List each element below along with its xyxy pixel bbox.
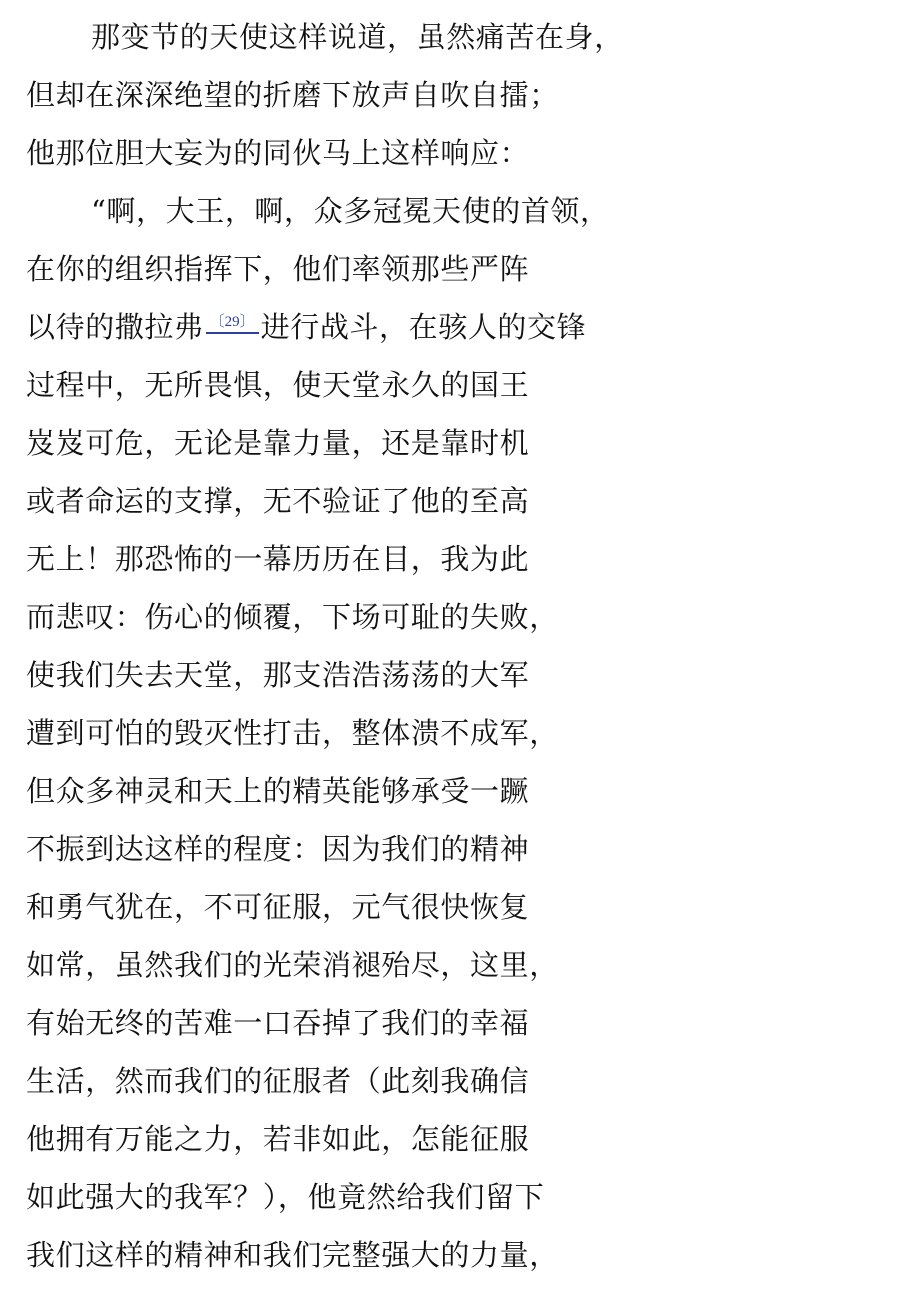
poem-line — [26, 124, 886, 182]
poem-line — [26, 704, 886, 762]
poem-line — [26, 414, 886, 472]
poem-line-with-footnote — [26, 298, 886, 356]
poem-line-text: 有始无终的苦难一口吞掉了我们的幸福 — [26, 1006, 530, 1040]
poem-line-text: 使我们失去天堂，那支浩浩荡荡的大军 — [26, 658, 530, 692]
poem-line — [26, 588, 886, 646]
poem-line — [26, 240, 886, 298]
poem-line-text: 在你的组织指挥下，他们率领那些严阵 — [26, 252, 530, 286]
poem-line — [26, 936, 886, 994]
poem-line — [26, 646, 886, 704]
poem-line-text: 如此强大的我军？），他竟然给我们留下 — [26, 1180, 545, 1214]
poem-line-text: 遭到可怕的毁灭性打击，整体溃不成军， — [26, 716, 559, 750]
footnote-link[interactable]: 〔29〕 — [206, 315, 259, 334]
poem-line-text: 生活，然而我们的征服者（此刻我确信 — [26, 1064, 530, 1098]
poem-line-text: 进行战斗，在骇人的交锋 — [260, 310, 587, 344]
poem-line-text: 我们这样的精神和我们完整强大的力量， — [26, 1238, 559, 1272]
poem-line — [26, 182, 886, 240]
poem-line — [26, 994, 886, 1052]
poem-line — [26, 472, 886, 530]
poem-line-text: 或者命运的支撑，无不验证了他的至高 — [26, 484, 530, 518]
poem-line-text: 但众多神灵和天上的精英能够承受一蹶 — [26, 774, 530, 808]
poem-line-text: 但却在深深绝望的折磨下放声自吹自擂； — [26, 78, 559, 112]
poem-line — [26, 356, 886, 414]
poem-line-text: 而悲叹：伤心的倾覆，下场可耻的失败， — [26, 600, 559, 634]
poem-line-text: 以待的撒拉弗 — [26, 310, 204, 344]
poem-line-text: 无上！那恐怖的一幕历历在目，我为此 — [26, 542, 530, 576]
poem-line-text: 他拥有万能之力，若非如此，怎能征服 — [26, 1122, 530, 1156]
poem-line — [26, 8, 886, 66]
poem-line-text: 不振到达这样的程度：因为我们的精神 — [26, 832, 530, 866]
poem-line-text: 过程中，无所畏惧，使天堂永久的国王 — [26, 368, 530, 402]
poem-line — [26, 1168, 886, 1226]
poem-line — [26, 66, 886, 124]
poem-text — [26, 8, 886, 1284]
poem-line — [26, 1226, 886, 1284]
poem-line-text: 如常，虽然我们的光荣消褪殆尽，这里， — [26, 948, 559, 982]
poem-line — [26, 878, 886, 936]
poem-line — [26, 762, 886, 820]
poem-line-text: 他那位胆大妄为的同伙马上这样响应： — [26, 136, 530, 170]
poem-line-text: “啊，大王，啊，众多冠冕天使的首领， — [91, 194, 610, 228]
poem-line — [26, 530, 886, 588]
poem-line — [26, 1052, 886, 1110]
poem-line-text: 岌岌可危，无论是靠力量，还是靠时机 — [26, 426, 530, 460]
poem-line-text: 那变节的天使这样说道，虽然痛苦在身， — [91, 20, 624, 54]
poem-line — [26, 1110, 886, 1168]
poem-line-text: 和勇气犹在，不可征服，元气很快恢复 — [26, 890, 530, 924]
poem-line — [26, 820, 886, 878]
